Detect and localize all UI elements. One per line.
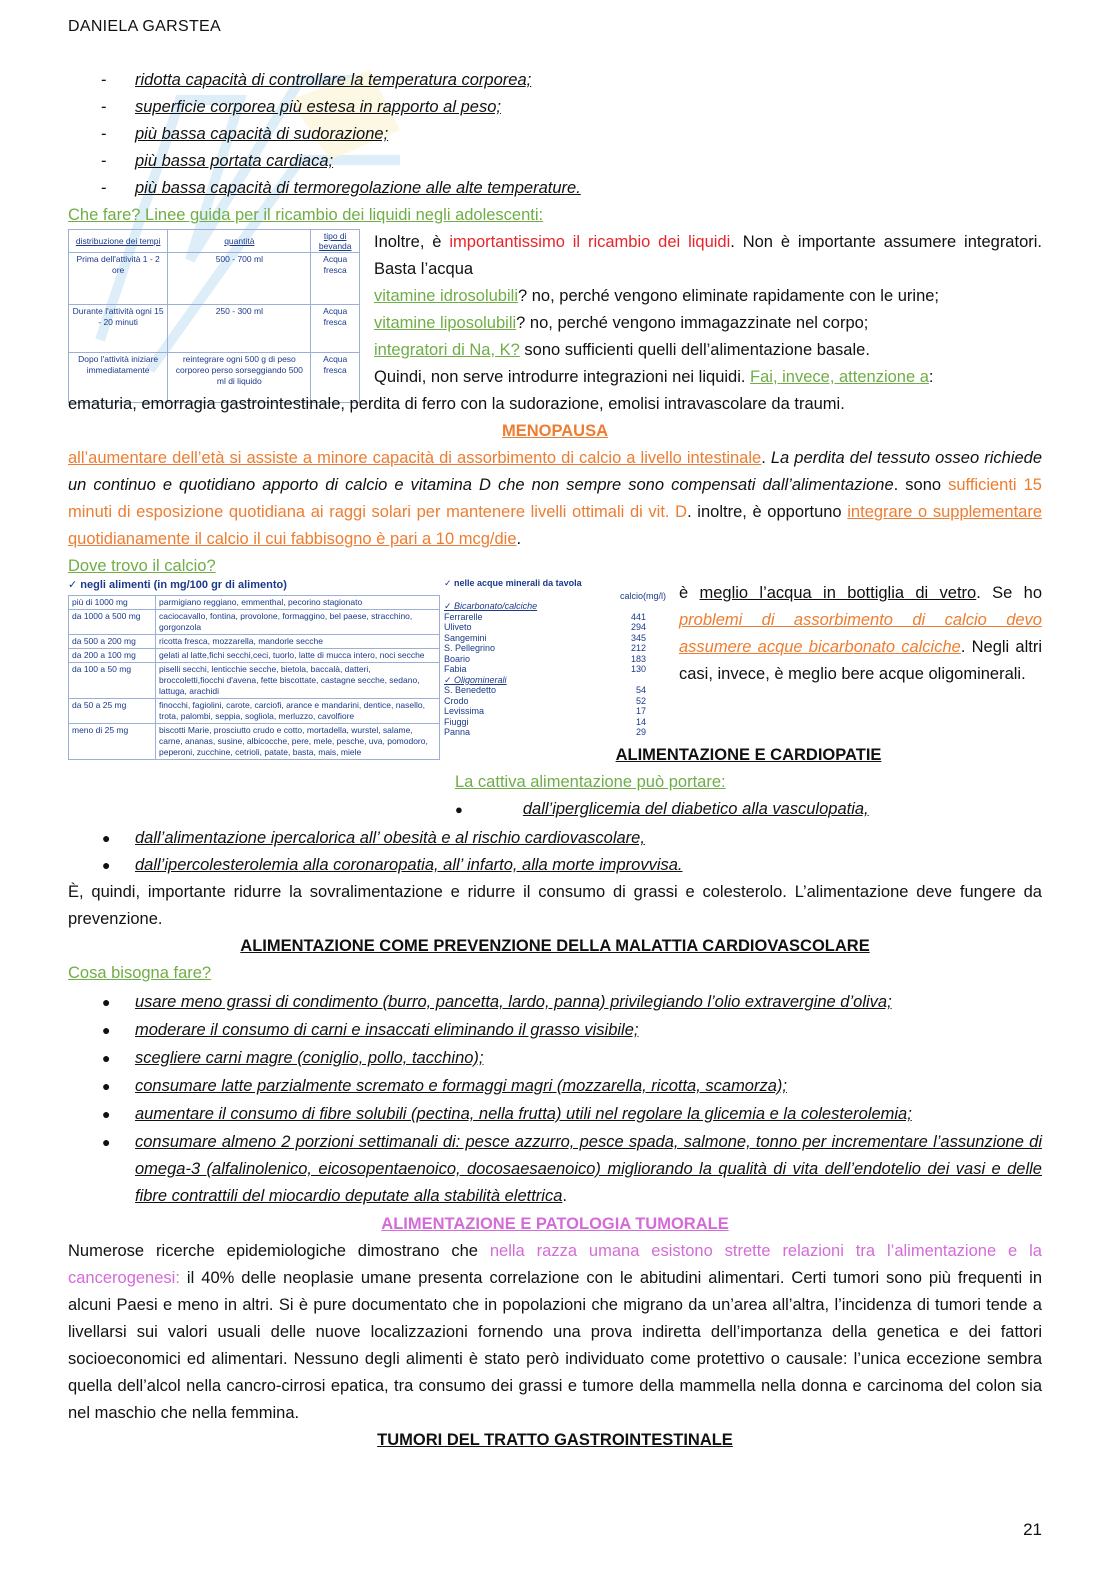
water-brand: Boario	[444, 653, 471, 664]
question-line: vitamine liposolubili? no, perché vengono immagazzinate nel corpo;	[374, 314, 869, 332]
water-brand: S. Pellegrino	[444, 643, 496, 653]
water-row	[444, 706, 666, 717]
table-row: da 50 a 25 mg finocchi, fagiolini, carote, carciofi, arance e mandarini, dentice, nasello, trota, palombi, seppia, sogliola, merluzzo, cavolfiore	[69, 699, 440, 724]
table-row: da 1000 a 500 mg caciocavallo, fontina, provolone, formaggino, bel paese, stracchino, gorgonzola	[69, 610, 440, 635]
water-calcium: 294	[630, 622, 646, 632]
liquids-paragraph: Inoltre, è importantissimo il ricambio dei liquidi. Non è importante assumere integratori. Basta l’acqua	[374, 233, 1042, 278]
water-row	[444, 612, 666, 623]
table-row: Dopo l'attività iniziare immediatamente reintegrare ogni 500 g di peso corporeo perso sorseggiando 500 ml di liquido Acqua fresca	[69, 353, 360, 403]
table-row: da 200 a 100 mg gelati al latte,fichi secchi,ceci, tuorlo, latte di mucca intero, noci secche	[69, 649, 440, 663]
tumorale-paragraph: Numerose ricerche epidemiologiche dimostrano che nella razza umana esistono strette relazioni tra l’alimentazione e la cancerogenesi: il 40% delle neoplasie umane presenta correlazione con le abitudini alimentari. Certi tumori sono più frequenti in alcuni Paesi e meno in altri. Si è pure documentato che in popolazioni che migrano da un’area all’altra, l’incidenza di tumori tende a livellarsi sui valori usuali delle nuove localizzazioni fornendo una prova indiretta dell’importanza della genetica e dei fattori socioeconomici ed alimentari. Nessuno degli alimenti è stato però individuato come protettivo o causale: l’unica eccezione sembra quella dell’alcol nella cancro-cirrosi epatica, tra consumo dei grassi e tumore della mammella nella donna e carcinoma del colon sia nel maschio che nella femmina.	[68, 1242, 1042, 1422]
water-group-oligominerali	[444, 685, 666, 738]
water-brand: Levissima	[444, 706, 485, 716]
section-title-tumorale: ALIMENTAZIONE E PATOLOGIA TUMORALE	[381, 1215, 729, 1233]
table-row: da 500 a 200 mg ricotta fresca, mozzarella, mandorle secche	[69, 635, 440, 649]
water-calcium: 130	[630, 664, 646, 674]
cardio-subheading: La cattiva alimentazione può portare:	[455, 773, 726, 791]
water-calcium: 17	[635, 706, 646, 716]
list-item: - più bassa capacità di termoregolazione alle alte temperature.	[101, 179, 581, 197]
list-item: ● usare meno grassi di condimento (burro, pancetta, lardo, panna) privilegiando l’olio extravergine d’oliva;	[102, 993, 892, 1011]
list-item: ● dall’ipercolesterolemia alla coronaropatia, all’ infarto, alla morte improvvisa.	[102, 856, 683, 874]
list-item: - superficie corporea più estesa in rapporto al peso;	[101, 98, 501, 116]
section-title-cardiopatie: ALIMENTAZIONE E CARDIOPATIE	[615, 746, 882, 764]
list-item: ● moderare il consumo di carni e insaccati eliminando il grasso visibile;	[102, 1021, 639, 1039]
menopausa-paragraph: all’aumentare dell’età si assiste a minore capacità di assorbimento di calcio a livello intestinale. La perdita del tessuto osseo richiede un continuo e quotidiano apporto di calcio e vitamina D che non sempre sono compensati dall’alimentazione. sono sufficienti 15 minuti di esposizione quotidiana ai raggi solari per mantenere livelli ottimali di vit. D. inoltre, è opportuno integrare o supplementare quotidianamente il calcio il cui fabbisogno è pari a 10 mcg/die.	[68, 449, 1043, 548]
water-row	[444, 717, 666, 728]
water-brand: Ferrarelle	[444, 611, 483, 622]
question-line: integratori di Na, K? sono sufficienti quelli dell’alimentazione basale.	[374, 341, 870, 359]
water-calcium: 54	[635, 685, 646, 695]
water-row	[444, 654, 666, 665]
liquids-table	[68, 229, 360, 403]
water-row	[444, 685, 666, 696]
cardio-paragraph: È, quindi, importante ridurre la sovralimentazione e ridurre il consumo di grassi e colesterolo. L’alimentazione deve fungere da prevenzione.	[68, 883, 1042, 928]
list-item: ● consumare almeno 2 porzioni settimanali di: pesce azzurro, pesce spada, salmone, tonno per incrementare l’assunzione di omega-3 (alfalinolenico, eicosopentaenoico, docosaesaenoico) migliorando la qualità di vita dell’endotelio dei vasi e delle fibre contrattili del miocardio deputate alla stabilità elettrica.	[102, 1133, 1042, 1205]
section-title-prevenzione: ALIMENTAZIONE COME PREVENZIONE DELLA MALATTIA CARDIOVASCOLARE	[240, 937, 870, 955]
water-calcium: 29	[635, 727, 646, 737]
cardio-list	[68, 825, 1048, 879]
table-header: quantità	[168, 230, 311, 253]
advice-line: Quindi, non serve introdurre integrazioni nei liquidi. Fai, invece, attenzione a:	[374, 368, 934, 386]
list-item: - più bassa portata cardiaca;	[101, 152, 334, 170]
water-group-bicarbonate	[444, 612, 666, 675]
table-row: Durante l'attività ogni 15 - 20 minuti 250 - 300 ml Acqua fresca	[69, 305, 360, 353]
prevenzione-list	[68, 989, 1042, 1210]
advice-list-text: ematuria, emorragia gastrointestinale, perdita di ferro con la sudorazione, emolisi intravascolare da traumi.	[68, 395, 845, 413]
water-calcium: 441	[630, 611, 646, 622]
mineral-water-list: ✓ nelle acque minerali da tavola calcio(mg/l) ✓ Bicarbonato/calciche Ferrarelle 441 Uliveto 294 Sangemini 345 S. Pellegrino 212 Boario 183 Fabia 130 ✓ Oligominerali S. Benedetto 54 Crodo 52 Levissima 17 Fiuggi 14 Panna 29	[444, 578, 666, 737]
water-brand: Crodo	[444, 695, 469, 706]
calcio-paragraph: è meglio l’acqua in bottiglia di vetro. Se ho problemi di assorbimento di calcio devo assumere acque bicarbonato calciche. Negli altri casi, invece, è meglio bere acque oligominerali.	[679, 584, 1042, 683]
water-calcium: 52	[635, 695, 646, 706]
calcium-food-table	[68, 595, 440, 760]
list-item: ● aumentare il consumo di fibre solubili (pectina, nella frutta) utili nel regolare la glicemia e la colesterolemia;	[102, 1105, 912, 1123]
table-row: meno di 25 mg biscotti Marie, prosciutto crudo e cotto, mortadella, wurstel, salame, carne, ananas, susine, albicocche, pere, mele, pesche, uva, pomodoro, peperoni, zucchine, cetrioli, patate, basta, mais, miele	[69, 724, 440, 760]
table-row: Prima dell'attività 1 - 2 ore 500 - 700 ml Acqua fresca	[69, 253, 360, 305]
section-heading-liquids: Che fare? Linee guida per il ricambio dei liquidi negli adolescenti:	[68, 206, 544, 224]
water-calcium: 14	[635, 716, 646, 727]
list-item: - ridotta capacità di controllare la temperatura corporea;	[101, 71, 532, 89]
page-number: 21	[1023, 1520, 1042, 1539]
water-brand: Fiuggi	[444, 716, 469, 727]
section-heading-calcio: Dove trovo il calcio?	[68, 557, 216, 575]
water-brand: Panna	[444, 727, 471, 737]
table-header: tipo di bevanda	[311, 230, 360, 253]
list-item: ● dall’iperglicemia del diabetico alla vasculopatia,	[455, 800, 869, 818]
water-brand: Uliveto	[444, 622, 472, 632]
section-title-gastro: TUMORI DEL TRATTO GASTROINTESTINALE	[377, 1431, 733, 1449]
water-calcium: 183	[630, 653, 646, 664]
water-row	[444, 664, 666, 675]
dash-list	[68, 67, 1048, 202]
water-calcium: 345	[630, 632, 646, 643]
food-table-title: ✓ negli alimenti (in mg/100 gr di alimento)	[68, 579, 287, 591]
list-item: - più bassa capacità di sudorazione;	[101, 125, 389, 143]
table-row: da 100 a 50 mg piselli secchi, lenticchie secche, bietola, baccalà, datteri, broccoletti,fiocchi d'avena, fette biscottate, castagne secche, sedano, lattuga, arachidi	[69, 663, 440, 699]
question-line: vitamine idrosolubili? no, perché vengono eliminate rapidamente con le urine;	[374, 287, 940, 305]
water-brand: S. Benedetto	[444, 685, 497, 695]
list-item: ● dall’alimentazione ipercalorica all’ obesità e al rischio cardiovascolare,	[102, 829, 645, 847]
table-row: più di 1000 mg parmigiano reggiano, emmenthal, pecorino stagionato	[69, 596, 440, 610]
list-item: ● consumare latte parzialmente scremato e formaggi magri (mozzarella, ricotta, scamorza);	[102, 1077, 787, 1095]
prevenzione-subheading: Cosa bisogna fare?	[68, 964, 212, 982]
water-brand: Fabia	[444, 664, 467, 674]
table-header: distribuzione dei tempi	[69, 230, 168, 253]
water-row	[444, 727, 666, 738]
list-item: ● scegliere carni magre (coniglio, pollo, tacchino);	[102, 1049, 484, 1067]
water-row	[444, 633, 666, 644]
section-title-menopausa: MENOPAUSA	[501, 422, 609, 440]
water-brand: Sangemini	[444, 632, 487, 643]
water-row	[444, 643, 666, 654]
water-row	[444, 696, 666, 707]
water-calcium: 212	[630, 643, 646, 653]
author-header: DANIELA GARSTEA	[68, 18, 221, 35]
water-row	[444, 622, 666, 633]
